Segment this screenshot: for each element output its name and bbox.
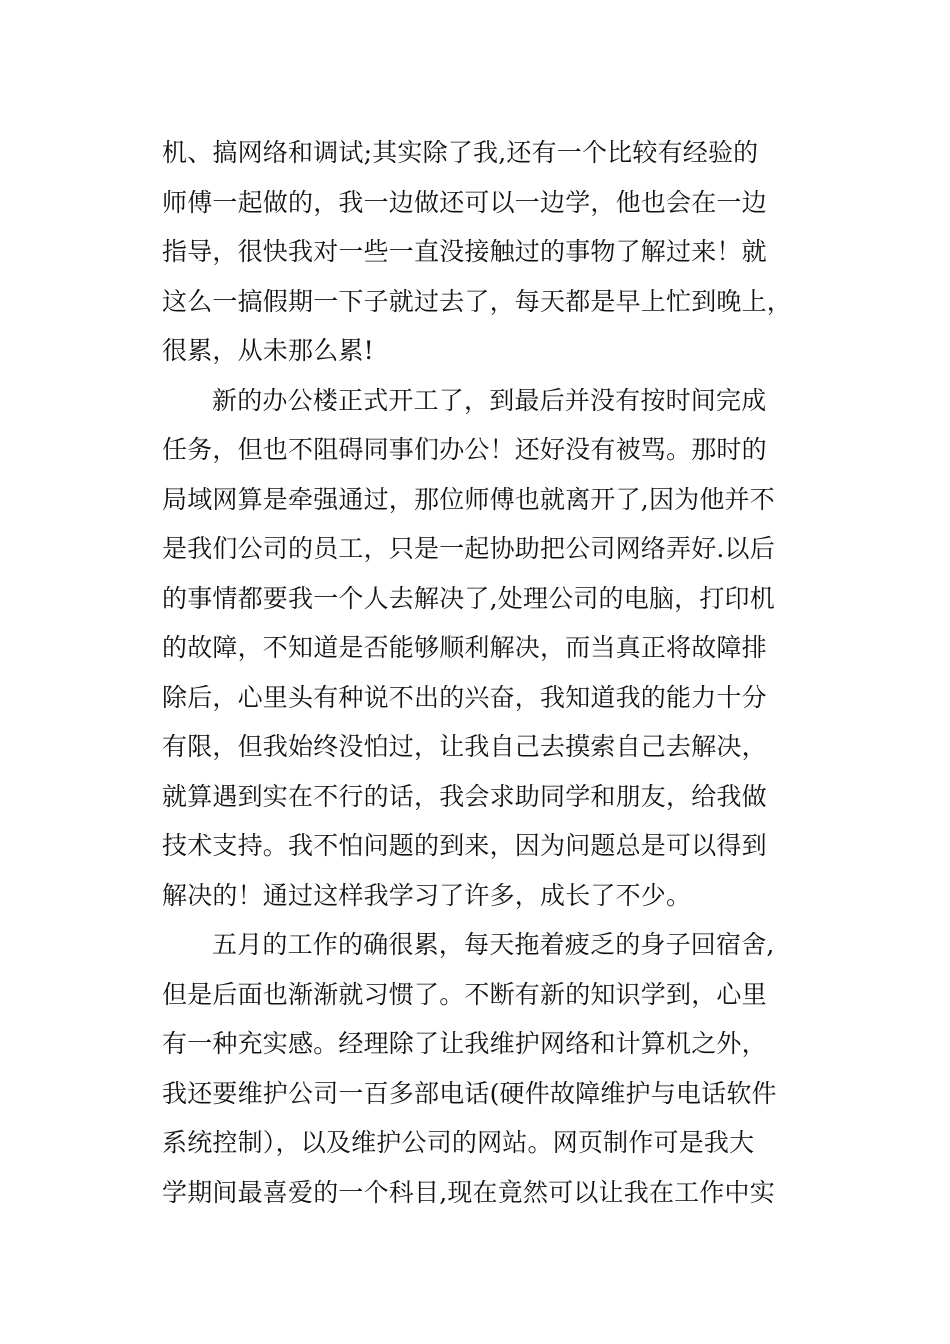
text-line: 除后，心里头有种说不出的兴奋，我知道我的能力十分 <box>162 682 767 712</box>
text-line: 这么一搞假期一下子就过去了，每天都是早上忙到晚上， <box>162 286 793 316</box>
text-line: 的故障，不知道是否能够顺利解决，而当真正将故障排 <box>162 633 767 662</box>
text-line: 很累，从未那么累! <box>162 336 374 365</box>
text-line: 系统控制），以及维护公司的网站。网页制作可是我大 <box>162 1128 755 1157</box>
text-line: 五月的工作的确很累，每天拖着疲乏的身子回宿舍, <box>212 930 775 959</box>
text-line: 有限，但我始终没怕过，让我自己去摸索自己去解决， <box>162 732 767 761</box>
text-line: 就算遇到实在不行的话，我会求助同学和朋友，给我做 <box>162 781 767 811</box>
text-line: 师傅一起做的，我一边做还可以一边学，他也会在一边 <box>162 187 767 217</box>
text-line: 解决的！通过这样我学习了许多，成长了不少。 <box>162 880 692 910</box>
text-line: 有一种充实感。经理除了让我维护网络和计算机之外， <box>162 1029 767 1058</box>
text-line: 任务，但也不阻碍同事们办公！还好没有被骂。那时的 <box>162 435 767 464</box>
text-line: 我还要维护公司一百多部电话(硬件故障维护与电话软件 <box>162 1078 777 1108</box>
text-line: 指导，很快我对一些一直没接触过的事物了解过来！就 <box>162 237 767 266</box>
text-line: 学期间最喜爱的一个科目,现在竟然可以让我在工作中实 <box>162 1177 775 1207</box>
text-line: 是我们公司的员工，只是一起协助把公司网络弄好.以后 <box>162 534 775 563</box>
text-line: 机、搞网络和调试;其实除了我,还有一个比较有经验的 <box>162 138 759 167</box>
text-line: 局域网算是牵强通过，那位师傅也就离开了,因为他并不 <box>162 484 775 514</box>
text-line: 新的办公楼正式开工了，到最后并没有按时间完成 <box>212 385 767 415</box>
text-line: 技术支持。我不怕问题的到来，因为问题总是可以得到 <box>162 831 767 860</box>
body-text <box>162 128 802 1217</box>
text-line: 但是后面也渐渐就习惯了。不断有新的知识学到，心里 <box>162 979 767 1009</box>
text-line: 的事情都要我一个人去解决了,处理公司的电脑，打印机 <box>162 583 775 613</box>
